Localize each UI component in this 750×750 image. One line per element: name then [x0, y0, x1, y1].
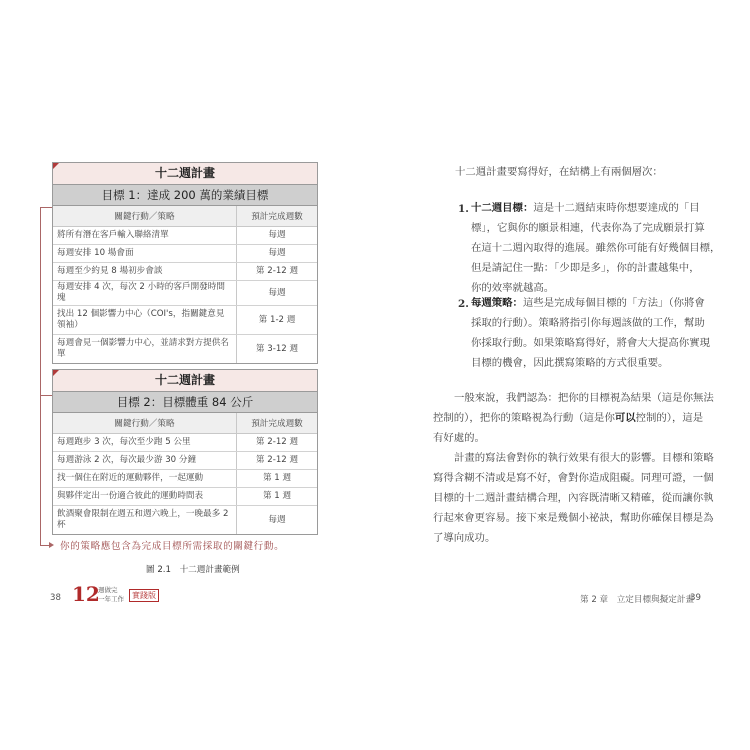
- emphasis-text: 可以: [614, 412, 636, 424]
- table-title: 十二週計畫: [53, 370, 317, 392]
- table-row: [53, 470, 317, 488]
- corner-mark-icon: [53, 370, 59, 376]
- logo-line-bottom: 一年工作: [98, 595, 124, 603]
- bracket-tick-2: [40, 395, 52, 396]
- col-header-weeks: 預計完成週數: [237, 413, 318, 434]
- row-weeks: 第 2-12 週: [237, 434, 318, 452]
- row-weeks: 第 3-12 週: [237, 335, 318, 364]
- row-action: 找出 12 個影響力中心（COI's，指關鍵意見領袖）: [53, 306, 237, 335]
- bracket-tick-1: [40, 207, 52, 208]
- book-logo: [72, 584, 182, 608]
- row-action: 將所有潛在客戶輸入聯絡清單: [53, 227, 237, 245]
- list-number-1: 1.: [458, 203, 469, 215]
- logo-line-top: 週做完: [98, 586, 118, 594]
- table-row: [53, 335, 317, 364]
- paragraph-1: 一般來說，我們認為：把你的目標視為結果（這是你無法 控制的），把你的策略視為行動（這是你可以控制的），這是 有好處的。: [433, 392, 714, 444]
- table-goal: 目標 2：目標體重 84 公斤: [53, 392, 317, 413]
- row-weeks: 第 1-2 週: [237, 306, 318, 335]
- table-goal: 目標 1：達成 200 萬的業績目標: [53, 185, 317, 206]
- intro-line: 十二週計畫要寫得好，在結構上有兩個層次：: [455, 166, 663, 178]
- corner-mark-icon: [53, 163, 59, 169]
- actions-table: [53, 413, 317, 534]
- table-title: 十二週計畫: [53, 163, 317, 185]
- table-row: [53, 434, 317, 452]
- strategy-note: 你的策略應包含為完成目標所需採取的關鍵行動。: [60, 541, 285, 552]
- row-action: 每週至少約見 8 場初步會談: [53, 263, 237, 281]
- plan-table-1: [52, 162, 318, 364]
- page-number-left: 38: [50, 593, 61, 603]
- row-weeks: 第 1 週: [237, 488, 318, 506]
- logo-badge: 實踐版: [129, 589, 159, 602]
- table-row: [53, 263, 317, 281]
- row-weeks: 每週: [237, 281, 318, 306]
- term-twelve-week-goal: 十二週目標：: [471, 202, 534, 214]
- row-weeks: 第 1 週: [237, 470, 318, 488]
- bracket-line: [40, 207, 41, 545]
- table-row: [53, 506, 317, 535]
- row-weeks: 第 2-12 週: [237, 263, 318, 281]
- col-header-weeks: 預計完成週數: [237, 206, 318, 227]
- table-row: [53, 245, 317, 263]
- paragraph-2: 計畫的寫法會對你的執行效果有很大的影響。目標和策略 寫得含糊不清或是寫不好，會對你造成阻礙。同理可證，一個 目標的十二週計畫結構合理，內容既清晰又精確，從而讓你執 行起來會更容易。接下來是幾個小祕訣，幫助你確保目標是為 了導向成功。: [433, 452, 714, 544]
- figure-caption: 圖 2.1 十二週計畫範例: [146, 565, 240, 575]
- col-header-action: 關鍵行動／策略: [53, 206, 237, 227]
- table-row: [53, 306, 317, 335]
- row-action: 每週安排 10 場會面: [53, 245, 237, 263]
- list-item-1: 十二週目標：這是十二週結束時你想要達成的「目 標」，它與你的願景相連，代表你為了完成願景打算 在這十二週內取得的進展。雖然你可能有好幾個目標， 但是請記住一點：「少即是多」，你的計畫越集中， 你的效率就越高。: [471, 202, 721, 294]
- table-row: [53, 488, 317, 506]
- row-action: 找一個住在附近的運動夥伴，一起運動: [53, 470, 237, 488]
- row-weeks: 第 2-12 週: [237, 452, 318, 470]
- table-row: [53, 281, 317, 306]
- list-number-2: 2.: [458, 298, 469, 310]
- row-action: 每週安排 4 次，每次 2 小時的客戶開發時間塊: [53, 281, 237, 306]
- page-number-right: 39: [690, 593, 701, 603]
- term-weekly-strategy: 每週策略：: [471, 297, 523, 309]
- row-action: 與夥伴定出一份適合彼此的運動時間表: [53, 488, 237, 506]
- plan-table-2: [52, 369, 318, 535]
- logo-number: 12: [72, 582, 100, 606]
- row-action: 飲酒聚會限制在週五和週六晚上，一晚最多 2 杯: [57, 509, 229, 530]
- list-item-2: 每週策略：這些是完成每個目標的「方法」（你將會 採取的行動）。策略將指引你每週該做的工作，幫助 你採取行動。如果策略寫得好，將會大大提高你實現 目標的機會，因此撰寫策略的方式很重要。: [471, 297, 710, 369]
- col-header-action: 關鍵行動／策略: [53, 413, 237, 434]
- actions-table: [53, 206, 317, 363]
- row-weeks: 每週: [237, 227, 318, 245]
- row-action: 每週游泳 2 次，每次最少游 30 分鐘: [53, 452, 237, 470]
- chapter-title: 第 2 章 立定目標與擬定計畫: [580, 595, 695, 605]
- row-action: 每週跑步 3 次，每次至少跑 5 公里: [53, 434, 237, 452]
- row-weeks: 每週: [237, 506, 318, 535]
- row-weeks: 每週: [237, 245, 318, 263]
- table-row: [53, 227, 317, 245]
- row-action: 每週會見一個影響力中心，並請求對方提供名單: [57, 338, 229, 359]
- arrow-right-icon: [49, 542, 54, 548]
- table-row: [53, 452, 317, 470]
